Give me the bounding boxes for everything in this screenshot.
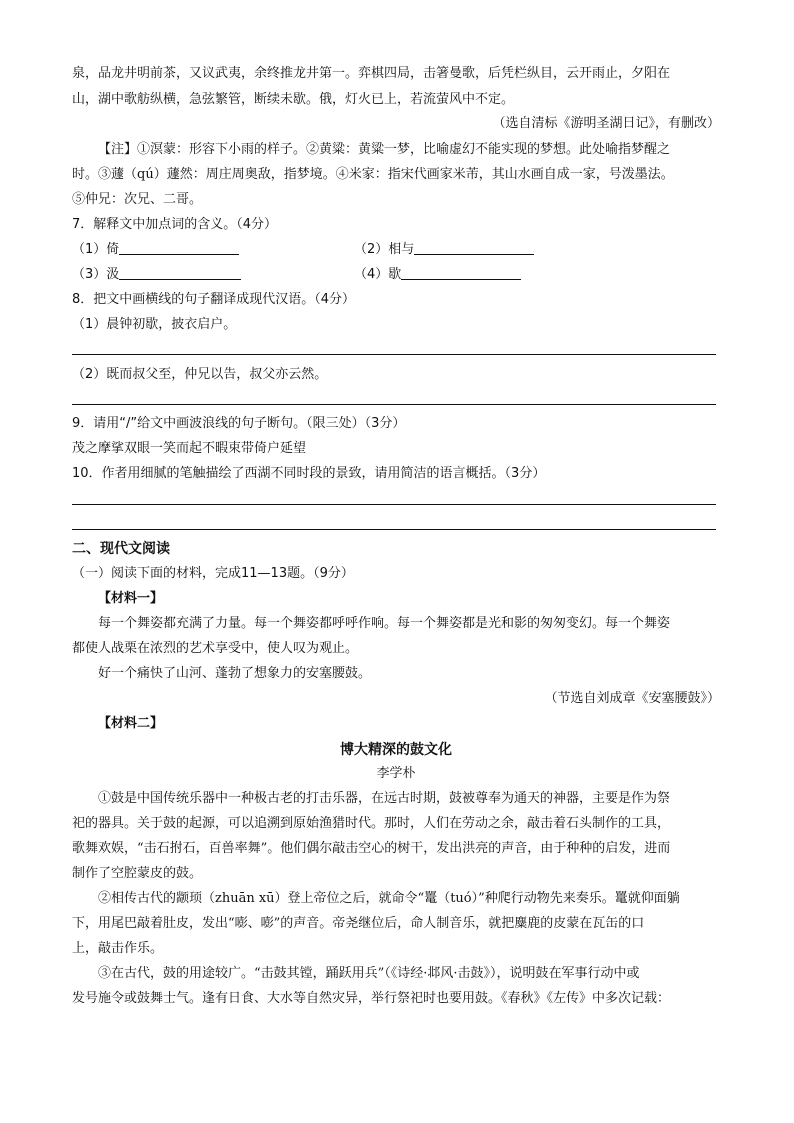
answer-blank[interactable] [414,238,534,255]
material-1-line: 都使人战栗在浓烈的艺术享受中，使人叹为观止。 [72,641,359,656]
answer-line[interactable] [72,504,716,505]
question-7-row [72,237,720,263]
article-paragraph-line: 上，敲击作乐。 [72,941,164,956]
article-paragraph-line: ②相传古代的颛顼（zhuān xū）登上帝位之后，就命令“鼍（tuó）”种爬行动物先来奏乐。鼍就仰面躺 [98,891,680,906]
answer-blank[interactable] [401,263,521,280]
question-8-title: 8．把文中画横线的句子翻译成现代汉语。（4分） [72,292,356,307]
answer-line[interactable] [72,529,716,530]
question-7-row [72,262,720,288]
notes-line: ⑤仲兄：次兄、二哥。 [72,192,203,207]
article-paragraph-line: 祀的器具。关于鼓的起源，可以追溯到原始渔猎时代。那时，人们在劳动之余，敲击着石头制作的工具， [72,816,671,831]
answer-blank[interactable] [119,238,239,255]
question-7-item: （2）相与 [354,242,415,257]
notes-line: 【注】①溟蒙：形容下小雨的样子。②黄粱：黄粱一梦，比喻虚幻不能实现的梦想。此处喻指梦醒之 [98,142,671,157]
question-8-sub-1: （1）晨钟初歇，披衣启户。 [72,317,237,332]
answer-line[interactable] [72,404,716,405]
classical-text-line: 山，湖中歌舫纵横，急弦繁管，断续未歇。俄，灯火已上，若流萤风中不定。 [72,92,515,107]
question-9-title: 9．请用“/”给文中画波浪线的句子断句。（限三处）（3分） [72,416,406,431]
material-1-line: 好一个痛快了山河、蓬勃了想象力的安塞腰鼓。 [98,666,372,681]
material-2-label: 【材料二】 [98,716,164,731]
material-1-label: 【材料一】 [98,591,164,606]
article-paragraph-line: ③在古代，鼓的用途较广。“击鼓其镗，踊跃用兵”（《诗经·邶风·击鼓》），说明鼓在军事行动中或 [98,966,640,981]
question-7-item: （3）汲 [72,267,120,282]
question-8-sub-2: （2）既而叔父至，仲兄以告，叔父亦云然。 [72,367,328,382]
question-7-item: （4）歇 [354,267,402,282]
answer-blank[interactable] [119,263,241,280]
classical-text-source: （选自清标《游明圣湖日记》，有删改） [492,116,720,131]
question-9-sentence: 茂之摩挲双眼一笑而起不暇束带倚户延望 [72,441,307,456]
article-paragraph-line: 制作了空腔蒙皮的鼓。 [72,866,203,881]
answer-line[interactable] [72,354,716,355]
question-7-title: 7．解释文中加点词的含义。（4分） [72,217,278,232]
article-paragraph-line: 发号施令或鼓舞士气。逢有日食、大水等自然灾异，举行祭祀时也要用鼓。《春秋》《左传》中多次记载： [72,991,671,1006]
classical-text-line: 泉，品龙井明前茶，又议武夷，余终推龙井第一。弈棋四局，击箸曼歌，后凭栏纵目，云开雨止，夕阳在 [72,66,671,81]
notes-line: 时。③蘧（qú）蘧然：周庄周奥敌，指梦境。④米家：指宋代画家米芾，其山水画自成一家，号泼墨法。 [72,167,674,182]
section-part-intro: （一）阅读下面的材料，完成11—13题。（9分） [72,566,354,581]
article-paragraph-line: 歌舞欢娱，“击石拊石，百兽率舞”。他们偶尔敲击空心的树干，发出洪亮的声音，由于种种的启发，进而 [72,841,671,856]
article-author: 李学朴 [376,766,416,781]
article-paragraph-line: 下，用尾巴敲着肚皮，发出“嘭、嘭”的声音。帝尧继位后，命人制音乐，就把麋鹿的皮蒙在瓦缶的口 [72,916,645,931]
article-title: 博大精深的鼓文化 [340,742,452,758]
section-heading: 二、现代文阅读 [72,541,170,557]
question-10-title: 10．作者用细腻的笔触描绘了西湖不同时段的景致，请用简洁的语言概括。（3分） [72,466,546,481]
material-1-source: （节选自刘成章《安塞腰鼓》） [544,691,720,706]
material-1-line: 每一个舞姿都充满了力量。每一个舞姿都呼呼作响。每一个舞姿都是光和影的匆匆变幻。每一个舞姿 [98,616,671,631]
question-7-item: （1）倚 [72,242,120,257]
article-paragraph-line: ①鼓是中国传统乐器中一种极古老的打击乐器，在远古时期，鼓被尊奉为通天的神器，主要是作为祭 [98,791,671,806]
